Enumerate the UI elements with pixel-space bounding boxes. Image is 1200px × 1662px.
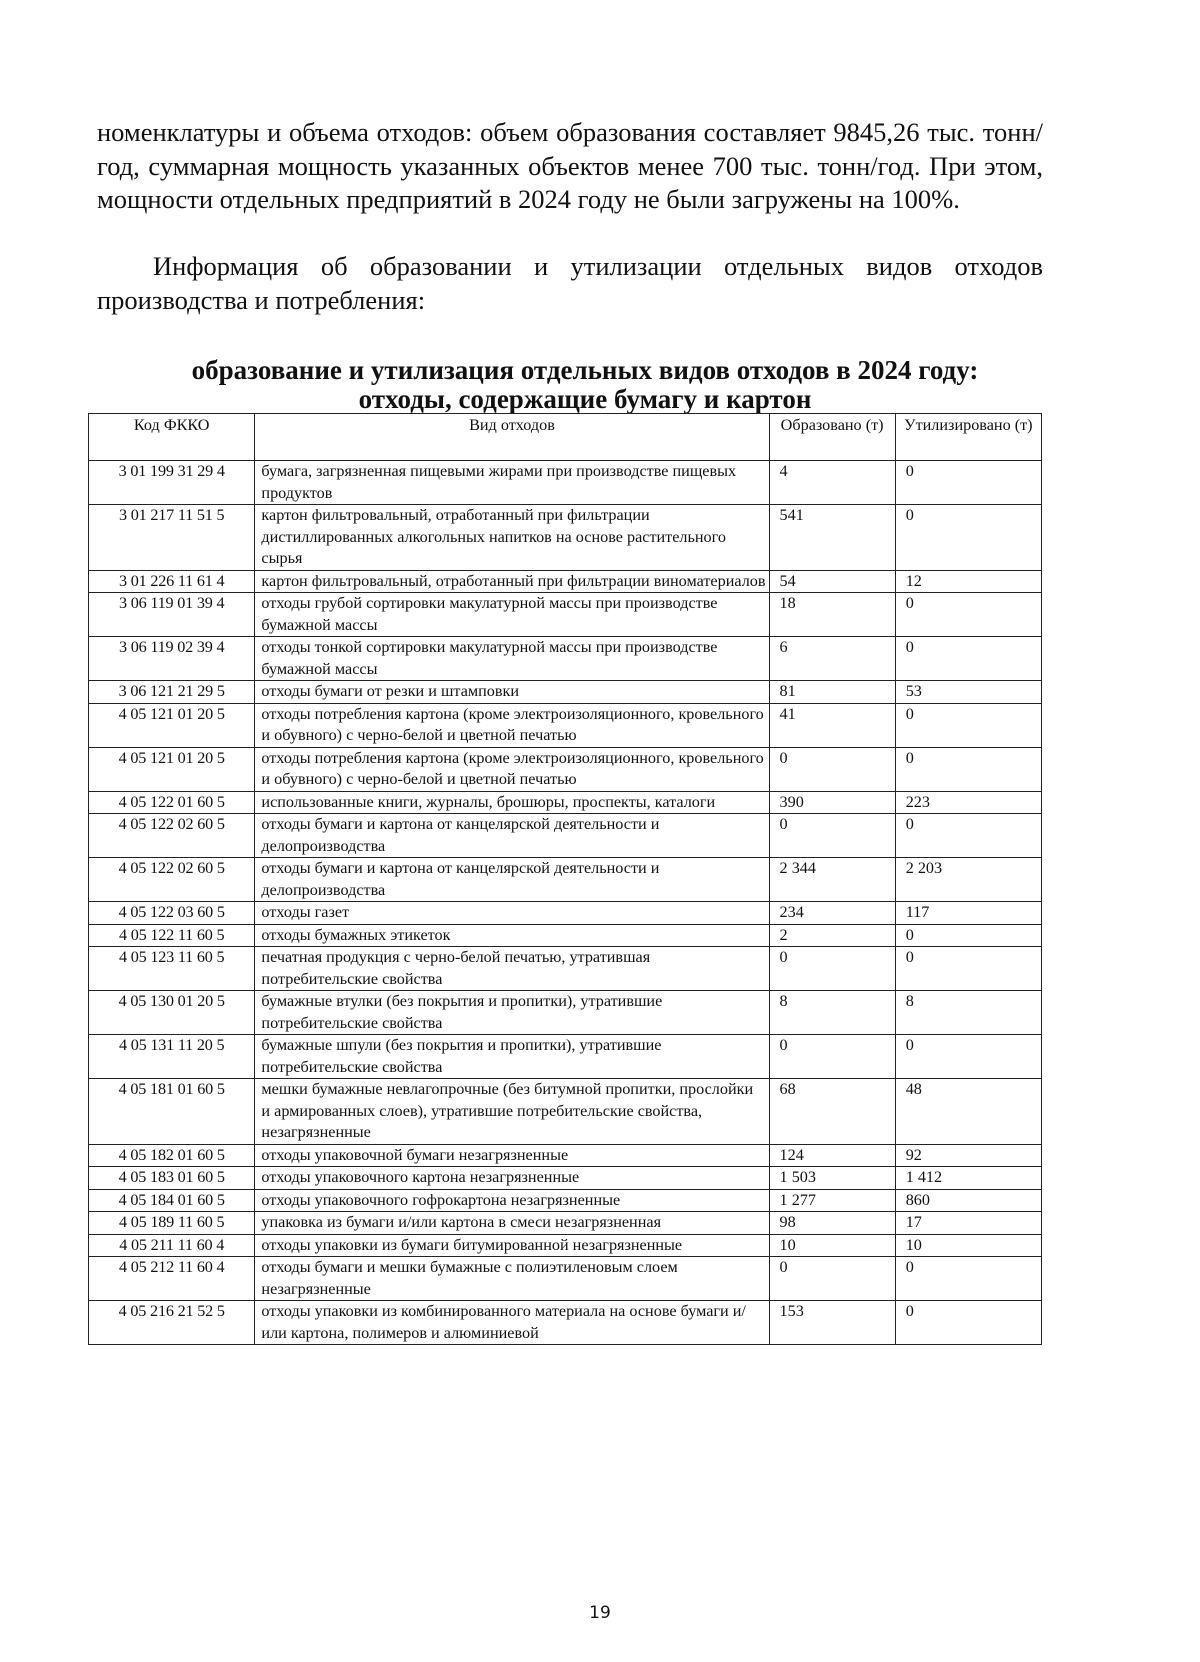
utilized-cell: 0 <box>895 593 1041 637</box>
code-cell: 4 05 122 03 60 5 <box>89 902 255 925</box>
waste-table <box>88 413 1042 1345</box>
table-row <box>89 902 1042 925</box>
code-cell: 3 01 226 11 61 4 <box>89 570 255 593</box>
code-cell: 4 05 189 11 60 5 <box>89 1212 255 1235</box>
waste-name-cell: отходы упаковки из бумаги битумированной незагрязненные <box>255 1234 769 1257</box>
code-cell: 4 05 131 11 20 5 <box>89 1035 255 1079</box>
utilized-cell: 8 <box>895 991 1041 1035</box>
formed-cell: 6 <box>769 637 895 681</box>
utilized-cell: 2 203 <box>895 858 1041 902</box>
waste-name-cell: отходы бумаги от резки и штамповки <box>255 681 769 704</box>
table-row <box>89 991 1042 1035</box>
code-cell: 4 05 122 02 60 5 <box>89 814 255 858</box>
utilized-cell: 12 <box>895 570 1041 593</box>
table-row <box>89 637 1042 681</box>
formed-cell: 41 <box>769 703 895 747</box>
table-row <box>89 791 1042 814</box>
code-cell: 4 05 216 21 52 5 <box>89 1301 255 1345</box>
table-row <box>89 747 1042 791</box>
utilized-cell: 1 412 <box>895 1167 1041 1190</box>
utilized-cell: 0 <box>895 637 1041 681</box>
table-row <box>89 593 1042 637</box>
header-formed: Образовано (т) <box>769 414 895 461</box>
formed-cell: 81 <box>769 681 895 704</box>
formed-cell: 8 <box>769 991 895 1035</box>
waste-name-cell: бумажные втулки (без покрытия и пропитки), утратившие потребительские свойства <box>255 991 769 1035</box>
formed-cell: 4 <box>769 461 895 505</box>
formed-cell: 234 <box>769 902 895 925</box>
formed-cell: 0 <box>769 814 895 858</box>
utilized-cell: 0 <box>895 461 1041 505</box>
table-row <box>89 1257 1042 1301</box>
formed-cell: 0 <box>769 747 895 791</box>
waste-name-cell: отходы потребления картона (кроме электроизоляционного, кровельного и обувного) с черно-белой и цветной печатью <box>255 747 769 791</box>
table-row <box>89 1167 1042 1190</box>
code-cell: 4 05 122 11 60 5 <box>89 924 255 947</box>
formed-cell: 68 <box>769 1079 895 1145</box>
utilized-cell: 0 <box>895 505 1041 571</box>
table-row <box>89 681 1042 704</box>
body-paragraph-1: номенклатуры и объема отходов: объем образования составляет 9845,26 тыс. тонн/год, суммарная мощность указанных объектов менее 700 тыс. тонн/год. При этом, мощности отдельных предприятий в 2024 году не были загружены на 100%. <box>97 117 1043 214</box>
code-cell: 4 05 211 11 60 4 <box>89 1234 255 1257</box>
utilized-cell: 117 <box>895 902 1041 925</box>
waste-name-cell: использованные книги, журналы, брошюры, проспекты, каталоги <box>255 791 769 814</box>
waste-name-cell: бумажные шпули (без покрытия и пропитки), утратившие потребительские свойства <box>255 1035 769 1079</box>
page-number: 19 <box>589 1603 611 1623</box>
code-cell: 3 01 217 11 51 5 <box>89 505 255 571</box>
code-cell: 3 06 119 01 39 4 <box>89 593 255 637</box>
code-cell: 4 05 182 01 60 5 <box>89 1144 255 1167</box>
waste-name-cell: печатная продукция с черно-белой печатью, утратившая потребительские свойства <box>255 947 769 991</box>
utilized-cell: 10 <box>895 1234 1041 1257</box>
waste-name-cell: отходы упаковочной бумаги незагрязненные <box>255 1144 769 1167</box>
formed-cell: 2 344 <box>769 858 895 902</box>
table-title-line-2: отходы, содержащие бумагу и картон <box>358 384 812 414</box>
formed-cell: 0 <box>769 1257 895 1301</box>
table-row <box>89 1301 1042 1345</box>
utilized-cell: 223 <box>895 791 1041 814</box>
table-body <box>89 461 1042 1345</box>
formed-cell: 54 <box>769 570 895 593</box>
waste-name-cell: отходы грубой сортировки макулатурной массы при производстве бумажной массы <box>255 593 769 637</box>
table-row <box>89 924 1042 947</box>
code-cell: 4 05 122 01 60 5 <box>89 791 255 814</box>
formed-cell: 0 <box>769 947 895 991</box>
formed-cell: 18 <box>769 593 895 637</box>
waste-name-cell: мешки бумажные невлагопрочные (без битумной пропитки, прослойки и армированных слоев), утратившие потребительские свойства, незагрязненные <box>255 1079 769 1145</box>
formed-cell: 390 <box>769 791 895 814</box>
waste-name-cell: отходы тонкой сортировки макулатурной массы при производстве бумажной массы <box>255 637 769 681</box>
table-row <box>89 1234 1042 1257</box>
waste-name-cell: отходы газет <box>255 902 769 925</box>
code-cell: 4 05 181 01 60 5 <box>89 1079 255 1145</box>
utilized-cell: 0 <box>895 747 1041 791</box>
table-row <box>89 570 1042 593</box>
waste-name-cell: отходы упаковки из комбинированного материала на основе бумаги и/или картона, полимеров и алюминиевой <box>255 1301 769 1345</box>
table-row <box>89 947 1042 991</box>
table-row <box>89 703 1042 747</box>
waste-name-cell: отходы бумажных этикеток <box>255 924 769 947</box>
utilized-cell: 0 <box>895 924 1041 947</box>
utilized-cell: 0 <box>895 1257 1041 1301</box>
formed-cell: 153 <box>769 1301 895 1345</box>
formed-cell: 124 <box>769 1144 895 1167</box>
utilized-cell: 860 <box>895 1189 1041 1212</box>
formed-cell: 0 <box>769 1035 895 1079</box>
table-row <box>89 1079 1042 1145</box>
table-row <box>89 814 1042 858</box>
waste-name-cell: упаковка из бумаги и/или картона в смеси незагрязненная <box>255 1212 769 1235</box>
code-cell: 3 06 121 21 29 5 <box>89 681 255 704</box>
code-cell: 4 05 183 01 60 5 <box>89 1167 255 1190</box>
table-title-line-1: образование и утилизация отдельных видов отходов в 2024 году: <box>191 355 979 385</box>
code-cell: 4 05 130 01 20 5 <box>89 991 255 1035</box>
waste-name-cell: отходы упаковочного гофрокартона незагрязненные <box>255 1189 769 1212</box>
formed-cell: 10 <box>769 1234 895 1257</box>
waste-name-cell: отходы бумаги и мешки бумажные с полиэтиленовым слоем незагрязненные <box>255 1257 769 1301</box>
table-row <box>89 1212 1042 1235</box>
waste-name-cell: отходы бумаги и картона от канцелярской деятельности и делопроизводства <box>255 858 769 902</box>
code-cell: 4 05 123 11 60 5 <box>89 947 255 991</box>
code-cell: 4 05 122 02 60 5 <box>89 858 255 902</box>
header-waste-type: Вид отходов <box>255 414 769 461</box>
table-row <box>89 1035 1042 1079</box>
table-row <box>89 505 1042 571</box>
utilized-cell: 92 <box>895 1144 1041 1167</box>
utilized-cell: 0 <box>895 1301 1041 1345</box>
code-cell: 3 06 119 02 39 4 <box>89 637 255 681</box>
code-cell: 4 05 121 01 20 5 <box>89 703 255 747</box>
table-header-row <box>89 414 1042 461</box>
code-cell: 4 05 184 01 60 5 <box>89 1189 255 1212</box>
formed-cell: 2 <box>769 924 895 947</box>
waste-name-cell: отходы бумаги и картона от канцелярской деятельности и делопроизводства <box>255 814 769 858</box>
formed-cell: 1 503 <box>769 1167 895 1190</box>
formed-cell: 541 <box>769 505 895 571</box>
formed-cell: 98 <box>769 1212 895 1235</box>
waste-name-cell: отходы упаковочного картона незагрязненные <box>255 1167 769 1190</box>
waste-name-cell: бумага, загрязненная пищевыми жирами при производстве пищевых продуктов <box>255 461 769 505</box>
utilized-cell: 48 <box>895 1079 1041 1145</box>
header-code: Код ФККО <box>89 414 255 461</box>
code-cell: 4 05 212 11 60 4 <box>89 1257 255 1301</box>
waste-name-cell: отходы потребления картона (кроме электроизоляционного, кровельного и обувного) с черно-белой и цветной печатью <box>255 703 769 747</box>
utilized-cell: 0 <box>895 814 1041 858</box>
code-cell: 4 05 121 01 20 5 <box>89 747 255 791</box>
waste-name-cell: картон фильтровальный, отработанный при фильтрации дистиллированных алкогольных напитков на основе растительного сырья <box>255 505 769 571</box>
utilized-cell: 0 <box>895 947 1041 991</box>
utilized-cell: 53 <box>895 681 1041 704</box>
table-row <box>89 858 1042 902</box>
utilized-cell: 0 <box>895 703 1041 747</box>
body-paragraph-2: Информация об образовании и утилизации отдельных видов отходов производства и потребления: <box>97 251 1043 315</box>
table-row <box>89 1144 1042 1167</box>
utilized-cell: 17 <box>895 1212 1041 1235</box>
header-utilized: Утилизировано (т) <box>895 414 1041 461</box>
formed-cell: 1 277 <box>769 1189 895 1212</box>
utilized-cell: 0 <box>895 1035 1041 1079</box>
table-row <box>89 461 1042 505</box>
waste-name-cell: картон фильтровальный, отработанный при фильтрации виноматериалов <box>255 570 769 593</box>
code-cell: 3 01 199 31 29 4 <box>89 461 255 505</box>
table-row <box>89 1189 1042 1212</box>
